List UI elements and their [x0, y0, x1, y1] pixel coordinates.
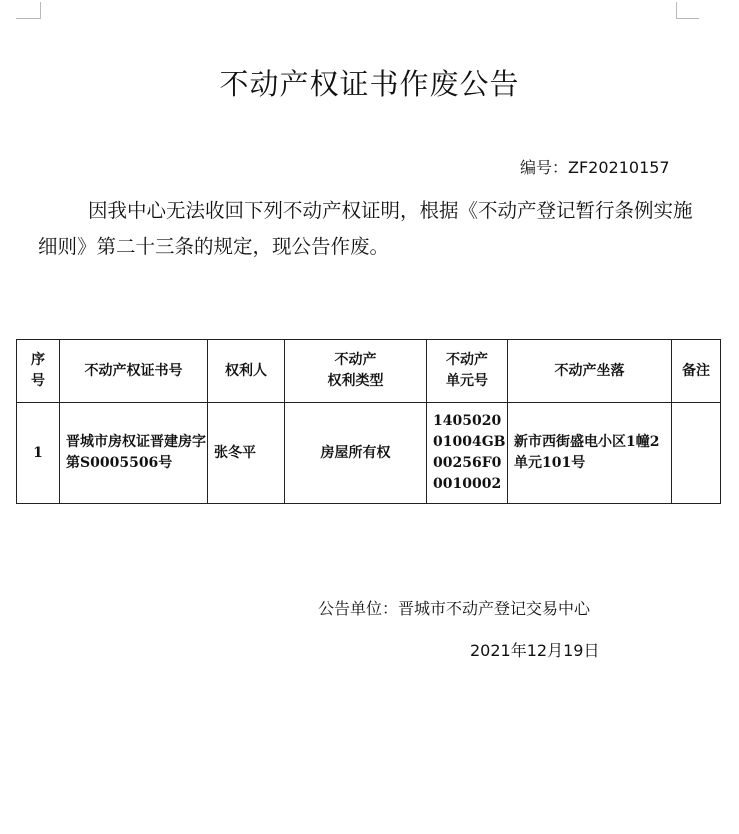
notice-title: 不动产权证书作废公告	[219, 67, 520, 101]
header-remark: 备注	[672, 340, 721, 403]
header-location: 不动产坐落	[508, 340, 672, 403]
cell-location: 新市西街盛电小区1幢2单元101号	[508, 403, 672, 504]
header-unit-number: 不动产 单元号	[427, 340, 508, 403]
header-right-type: 不动产 权利类型	[285, 340, 427, 403]
issue-date: 2021年12月19日	[470, 641, 600, 660]
notice-intro-paragraph: 因我中心无法收回下列不动产权证明，根据《不动产登记暂行条例实施细则》第二十三条的规定，现公告作废。	[38, 199, 693, 258]
cell-cert-number: 晋城市房权证晋建房字第S0005506号	[60, 403, 208, 504]
header-holder: 权利人	[208, 340, 285, 403]
voided-certificates-table	[16, 339, 721, 504]
issuing-unit: 公告单位：晋城市不动产登记交易中心	[318, 599, 591, 618]
cell-seq: 1	[17, 403, 60, 504]
header-seq: 序 号	[17, 340, 60, 403]
page-corner-mark-top-left	[16, 2, 41, 19]
cell-right-type: 房屋所有权	[285, 403, 427, 504]
cell-unit-number: 140502001004GB00256F00010002	[427, 403, 508, 504]
cell-remark	[672, 403, 721, 504]
cell-holder: 张冬平	[208, 403, 285, 504]
table-header-row	[17, 340, 721, 403]
header-cert-number: 不动产权证书号	[60, 340, 208, 403]
notice-serial-number: 编号：ZF20210157	[520, 158, 670, 177]
table-row	[17, 403, 721, 504]
page-corner-mark-top-right	[676, 2, 699, 19]
